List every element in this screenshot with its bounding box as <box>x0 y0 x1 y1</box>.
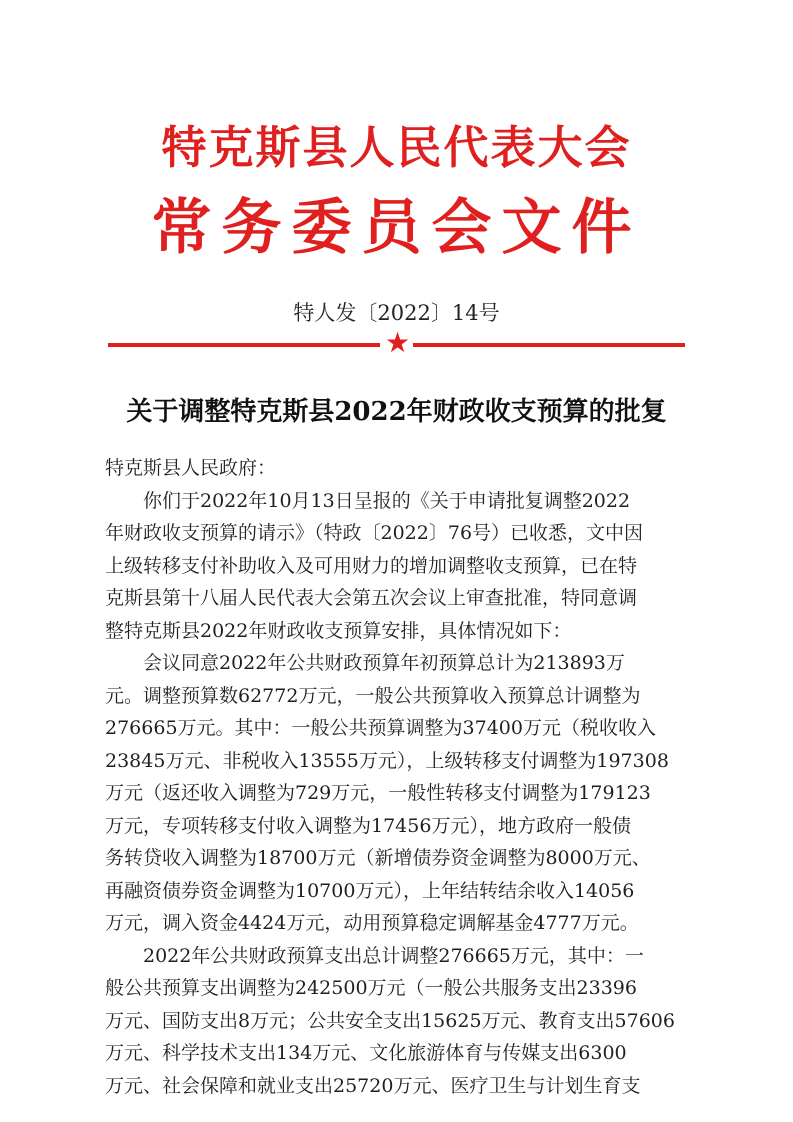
body-line: 你们于2022年10月13日呈报的《关于申请批复调整2022 <box>143 489 631 512</box>
document-title: 关于调整特克斯县2022年财政收支预算的批复 <box>126 397 667 427</box>
body-line: 克斯县第十八届人民代表大会第五次会议上审查批准，特同意调 <box>105 587 638 609</box>
body-line: 务转贷收入调整为18700万元（新增债券资金调整为8000万元、 <box>105 847 651 869</box>
body-line: 会议同意2022年公共财政预算年初预算总计为213893万 <box>143 652 625 674</box>
body-line: 万元，调入资金4424万元，动用预算稳定调解基金4777万元。 <box>105 912 639 934</box>
body-line: 再融资债券资金调整为10700万元），上年结转结余收入14056 <box>105 879 635 902</box>
body-line: 万元，专项转移支付收入调整为17456万元），地方政府一般债 <box>105 814 631 837</box>
salutation: 特克斯县人民政府： <box>105 457 277 479</box>
body-line: 整特克斯县2022年财政收支预算安排，具体情况如下： <box>105 619 572 642</box>
body-line: 2022年公共财政预算支出总计调整276665万元，其中：一 <box>143 944 644 967</box>
body-line: 年财政收支预算的请示》（特政〔2022〕76号）已收悉，文中因 <box>105 522 644 544</box>
body-line: 上级转移支付补助收入及可用财力的增加调整收支预算，已在特 <box>105 554 638 577</box>
body-line: 276665万元。其中：一般公共预算调整为37400万元（税收收入 <box>105 717 656 739</box>
document-number: 特人发〔2022〕14号 <box>293 301 500 325</box>
red-divider <box>108 326 685 359</box>
issuing-org-line1: 特克斯县人民代表大会 <box>161 121 632 174</box>
body-line: 元。调整预算数62772万元，一般公共预算收入预算总计调整为 <box>105 684 641 707</box>
body-line: 万元、社会保障和就业支出25720万元、医疗卫生与计划生育支 <box>105 1074 641 1097</box>
document-body <box>105 452 690 1102</box>
body-line: 万元、国防支出8万元；公共安全支出15625万元、教育支出57606 <box>105 1009 675 1032</box>
body-line: 万元（返还收入调整为729万元，一般性转移支付调整为179123 <box>105 782 651 804</box>
body-line: 23845万元、非税收入13555万元），上级转移支付调整为197308 <box>105 749 669 772</box>
divider-bar-left <box>108 343 380 347</box>
divider-bar-right <box>413 343 685 347</box>
star-icon: ★ <box>385 326 411 359</box>
issuing-org-line2: 常务委员会文件 <box>151 193 642 263</box>
body-line: 般公共预算支出调整为242500万元（一般公共服务支出23396 <box>105 977 637 999</box>
body-line: 万元、科学技术支出134万元、文化旅游体育与传媒支出6300 <box>105 1042 627 1064</box>
